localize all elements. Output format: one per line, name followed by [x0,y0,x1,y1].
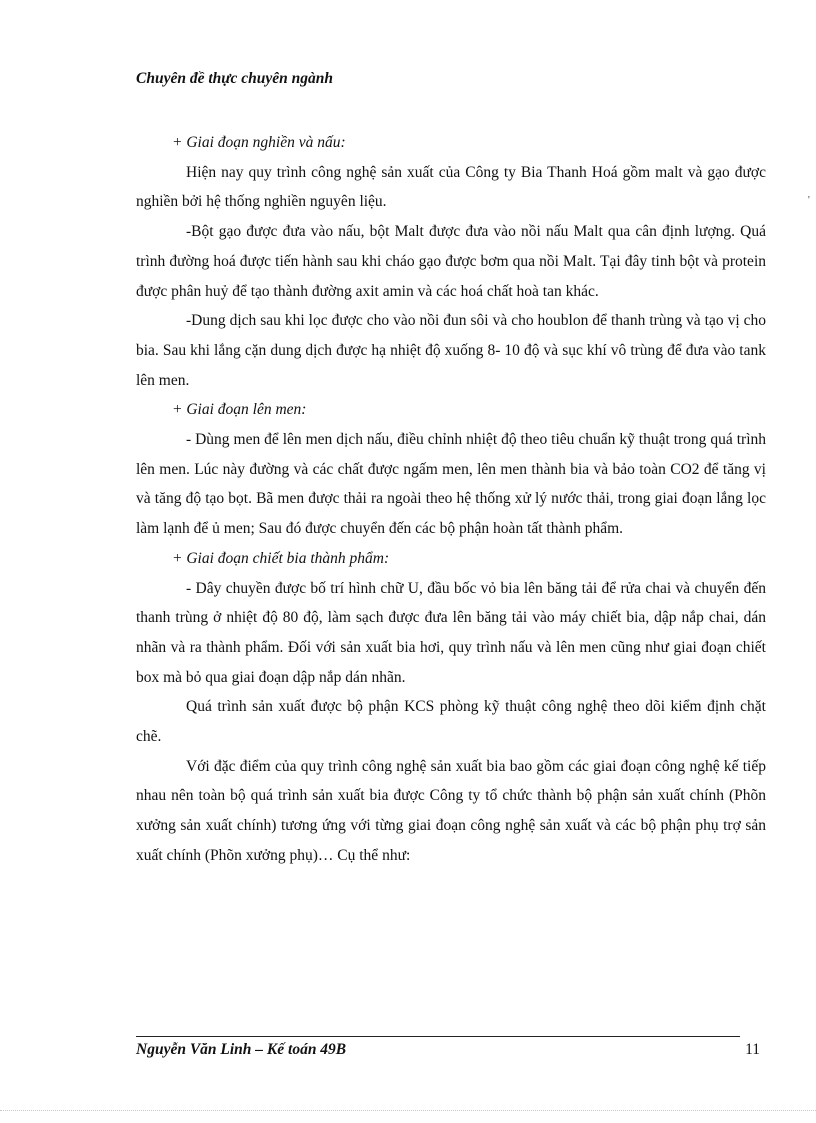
body-paragraph: -Dung dịch sau khi lọc được cho vào nồi đun sôi và cho houblon để thanh trùng và tạo vị cho bia. Sau khi lắng cặn dung dịch được hạ nhiệt độ xuống 8- 10 độ và sục khí vô trùng để đưa vào tank lên men. [136,312,766,389]
section-heading-fermentation: + Giai đoạn lên men: [172,401,307,419]
footer-divider [136,1036,740,1037]
body-paragraph: Hiện nay quy trình công nghệ sản xuất của Công ty Bia Thanh Hoá gồm malt và gạo được nghiền bởi hệ thống nghiền nguyên liệu. [136,163,766,211]
body-paragraph: Quá trình sản xuất được bộ phận KCS phòng kỹ thuật công nghệ theo dõi kiểm định chặt chẽ. [136,698,766,746]
page-edge-divider [0,1110,816,1111]
section-heading-bottling: + Giai đoạn chiết bia thành phẩm: [172,549,390,567]
section-heading-milling: + Giai đoạn nghiền và nấu: [172,134,346,151]
body-paragraph: -Bột gạo được đưa vào nấu, bột Malt được đưa vào nồi nấu Malt qua cân định lượng. Quá trình đường hoá được tiến hành sau khi cháo gạo được bơm qua nồi Malt. Tại đây tinh bột và protein được phân huỷ để tạo thành đường axit amin và các hoá chất hoà tan khác. [136,223,766,300]
document-body [136,128,766,871]
page-number: 11 [745,1041,760,1058]
margin-mark: ' [808,195,810,206]
body-paragraph: - Dây chuyền được bố trí hình chữ U, đầu bốc vỏ bia lên băng tải để rửa chai và chuyển đến thanh trùng ở nhiệt độ 80 độ, làm sạch được đưa lên băng tải vào máy chiết bia, dập nắp chai, dán nhãn và ra thành phẩm. Đối với sản xuất bia hơi, quy trình nấu và lên men cũng như giai đoạn chiết box mà bỏ qua giai đoạn dập nắp dán nhãn. [136,579,766,686]
page-header-title: Chuyên đề thực chuyên ngành [136,70,334,87]
body-paragraph: - Dùng men để lên men dịch nấu, điều chỉnh nhiệt độ theo tiêu chuẩn kỹ thuật trong quá trình lên men. Lúc này đường và các chất được ngấm men, lên men thành bia và bảo toàn CO2 để tăng vị và tăng độ tạo bọt. Bã men được thải ra ngoài theo hệ thống xử lý nước thải, trong giai đoạn lắng lọc làm lạnh để ủ men; Sau đó được chuyển đến các bộ phận hoàn tất thành phẩm. [136,431,766,538]
footer-author: Nguyễn Văn Linh – Kế toán 49B [136,1041,347,1058]
body-paragraph: Với đặc điểm của quy trình công nghệ sản xuất bia bao gồm các giai đoạn công nghệ kế tiếp nhau nên toàn bộ quá trình sản xuất bia được Công ty tổ chức thành bộ phận sản xuất chính (Phõn xưởng sản xuất chính) tương ứng với từng giai đoạn công nghệ sản xuất và các bộ phận phụ trợ sản xuất chính (Phõn xưởng phụ)… Cụ thể như: [136,757,766,864]
